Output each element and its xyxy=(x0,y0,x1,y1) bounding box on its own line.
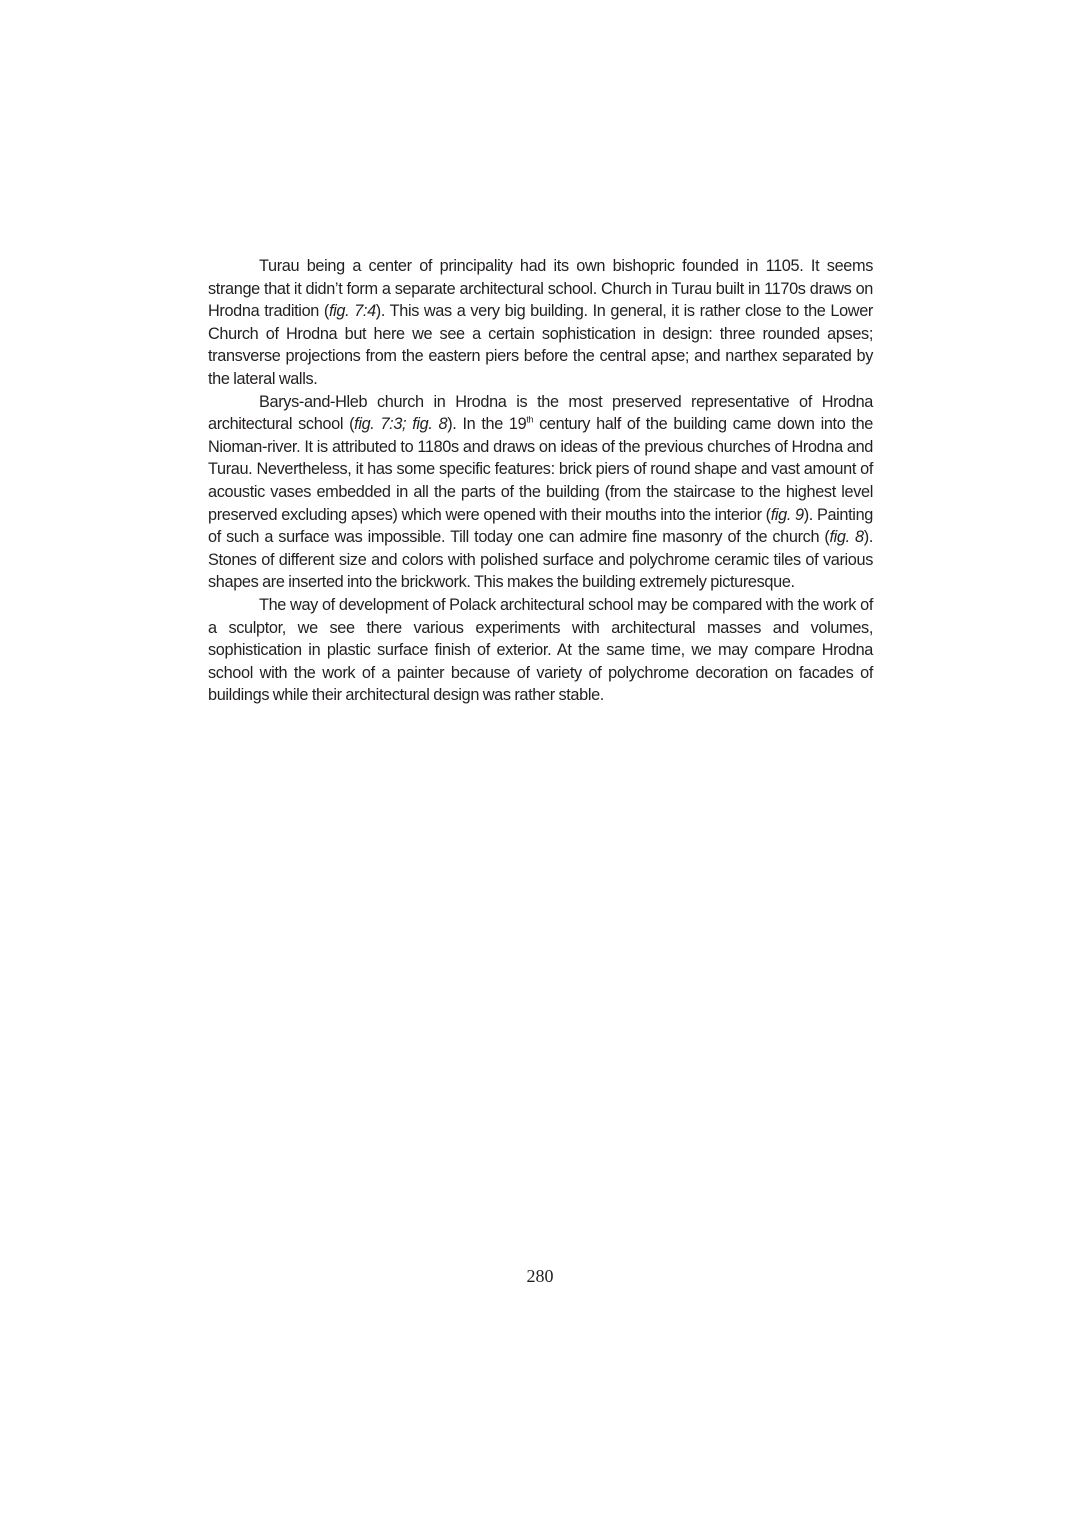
figure-reference: fig. 7:3; fig. 8 xyxy=(354,415,448,434)
paragraph xyxy=(208,594,873,707)
figure-reference: fig. 8 xyxy=(829,528,864,547)
figure-reference: fig. 7:4 xyxy=(328,302,376,321)
text-run: Turau being a center of principality had its own bishopric founded in 1105. It seems strange that it didn’t form a separate architectural school. Church in Turau built in 1170s draws on Hrodna tradition ( xyxy=(208,257,873,321)
paragraph xyxy=(208,391,873,594)
text-run: ). Painting of such a surface was impossible. Till today one can admire fine masonry of the church ( xyxy=(208,505,873,547)
text-run: The way of development of Polack architectural school may be compared with the work of a sculptor, we see there various experiments with architectural masses and volumes, sophistication in plastic surface finish of exterior. At the same time, we may compare Hrodna school with the work of a painter because of variety of polychrome decoration on facades of buildings while their architectural design was rather stable. xyxy=(208,595,873,705)
text-run: ). In the 19 xyxy=(447,415,527,434)
text-run: century half of the building came down into the Nioman-river. It is attributed to 1180s and draws on ideas of the previous churches of Hrodna and Turau. Nevertheless, it has some specific features: brick piers of round shape and vast amount of acoustic vases embedded in all the parts of the building (from the staircase to the highest level preserved excluding apses) which were opened with their mouths into the interior ( xyxy=(208,415,874,524)
text-run: ). Stones of different size and colors with polished surface and polychrome ceramic tiles of various shapes are inserted into the brickwork. This makes the building extremely picturesque. xyxy=(208,528,873,592)
text-run: ). This was a very big building. In general, it is rather close to the Lower Church of Hrodna but here we see a certain sophistication in design: three rounded apses; transverse projections from the eastern piers before the central apse; and narthex separated by the lateral walls. xyxy=(208,302,873,388)
body-text xyxy=(208,255,873,707)
superscript: th xyxy=(526,414,534,425)
text-run: Barys-and-Hleb church in Hrodna is the most preserved representative of Hrodna architectural school ( xyxy=(208,392,873,434)
page-number: 280 xyxy=(526,1266,554,1286)
figure-reference: fig. 9 xyxy=(770,505,804,524)
paragraph xyxy=(208,255,873,391)
